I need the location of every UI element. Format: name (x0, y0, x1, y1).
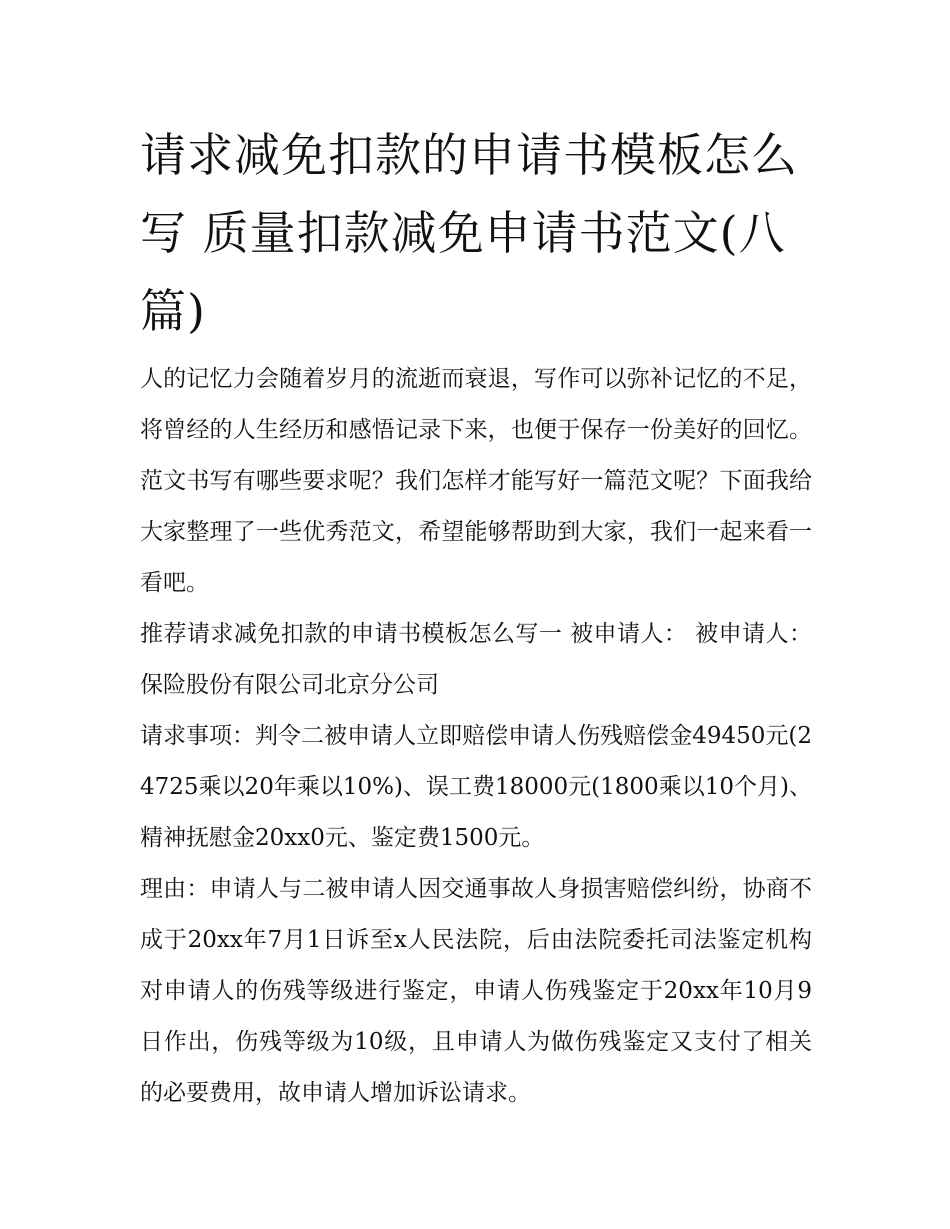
intro-paragraph: 人的记忆力会随着岁月的流逝而衰退，写作可以弥补记忆的不足，将曾经的人生经历和感悟记录下来，也便于保存一份美好的回忆。范文书写有哪些要求呢？我们怎样才能写好一篇范文呢？下面我给大家整理了一些优秀范文，希望能够帮助到大家，我们一起来看一看吧。 (140, 366, 812, 596)
document-page (140, 116, 812, 1119)
claims-paragraph: 请求事项：判令二被申请人立即赔偿申请人伤残赔偿金49450元(24725乘以20年乘以10%)、误工费18000元(1800乘以10个月)、精神抚慰金20xx0元、鉴定费1500元。 (140, 723, 812, 851)
document-title: 请求减免扣款的申请书模板怎么写 质量扣款减免申请书范文(八篇) (140, 128, 798, 338)
respondent-paragraph: 推荐请求减免扣款的申请书模板怎么写一 被申请人： 被申请人：保险股份有限公司北京分公司 (140, 621, 812, 698)
reasons-paragraph: 理由：申请人与二被申请人因交通事故人身损害赔偿纠纷，协商不成于20xx年7月1日诉至x人民法院，后由法院委托司法鉴定机构对申请人的伤残等级进行鉴定，申请人伤残鉴定于20xx年10月9日作出，伤残等级为10级，且申请人为做伤残鉴定又支付了相关的必要费用，故申请人增加诉讼请求。 (140, 876, 812, 1106)
